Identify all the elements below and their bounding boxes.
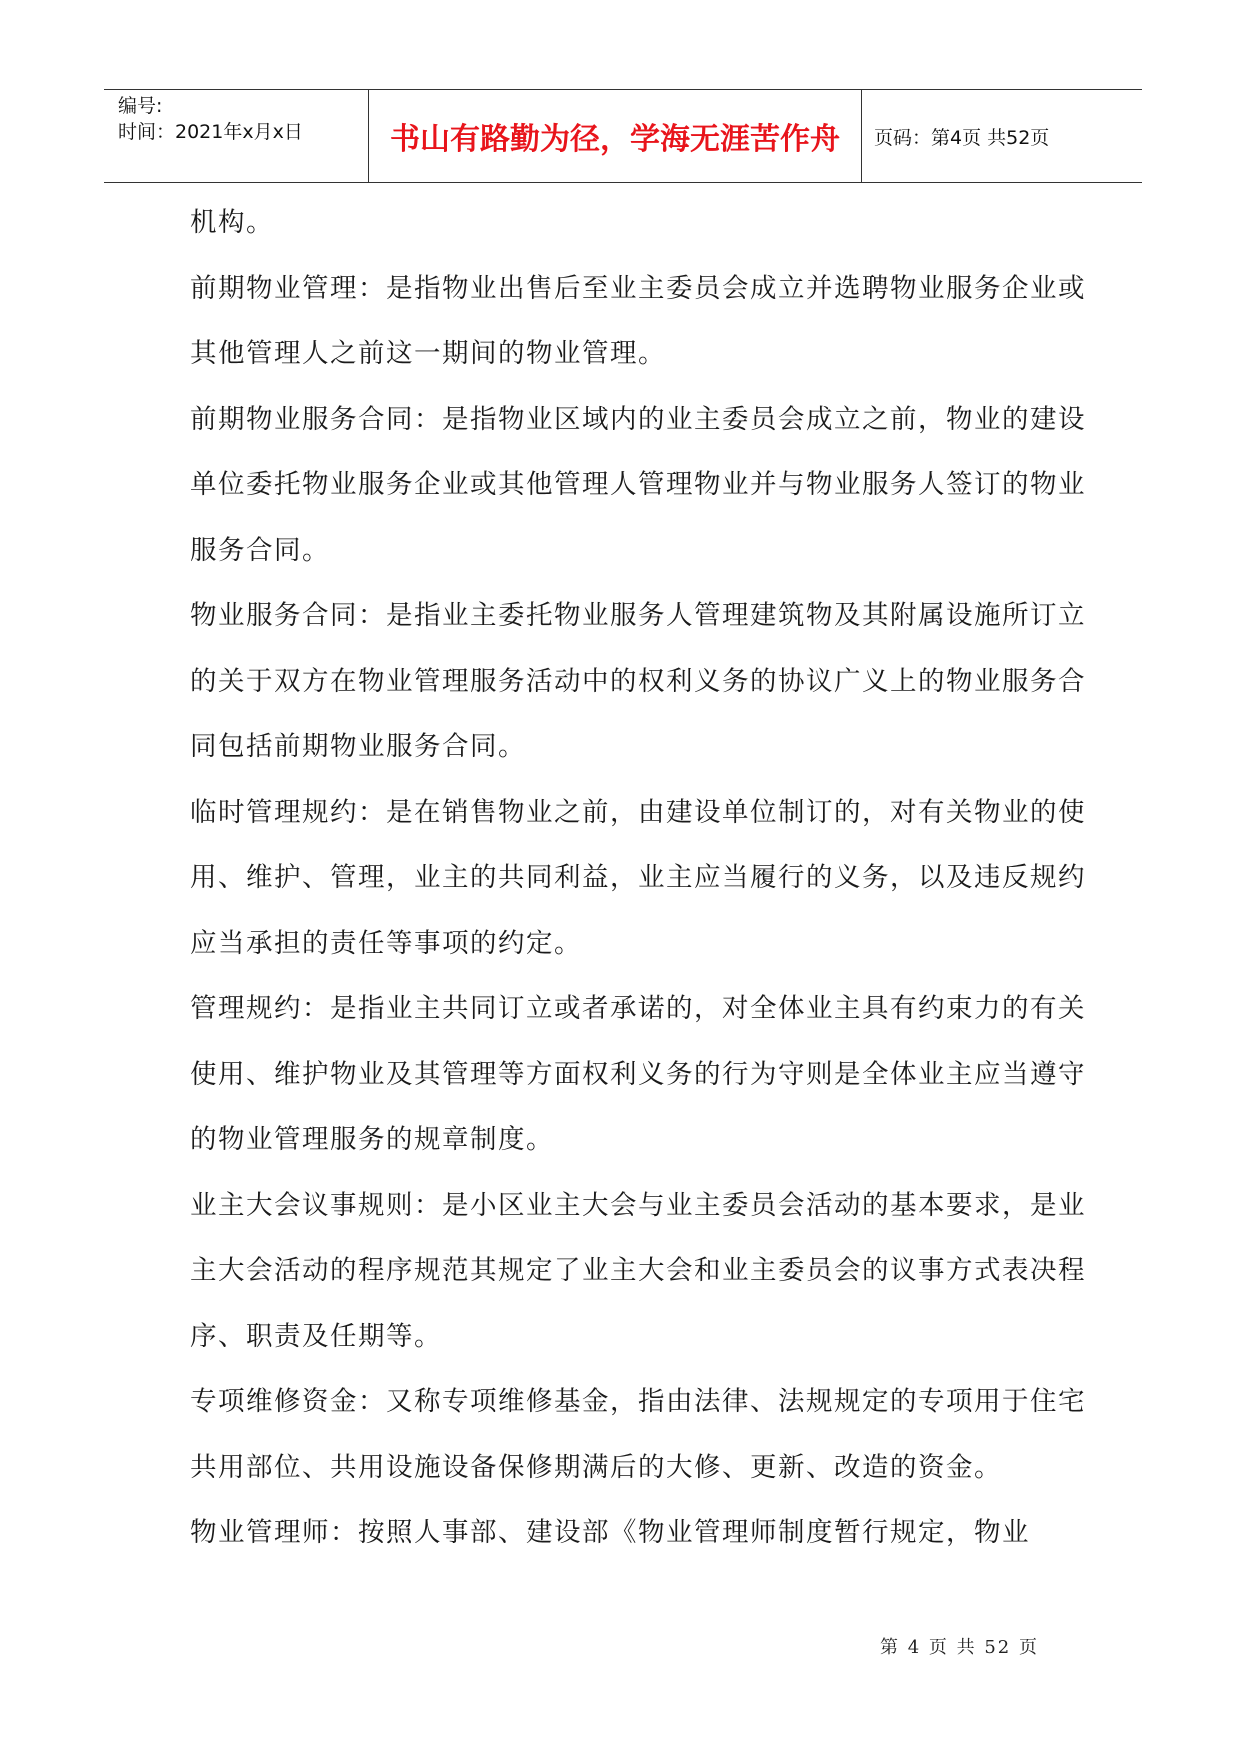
paragraph: 机构。 [190,207,274,238]
paragraph: 专项维修资金：又称专项维修基金，指由法律、法规规定的专项用于住宅共用部位、共用设施设备保修期满后的大修、更新、改造的资金。 [190,1386,1086,1483]
header-divider [861,90,862,182]
page-header [104,89,1142,183]
header-meta [118,90,368,182]
header-page-number: 页码：第4页 共52页 [874,126,1050,149]
page-footer: 第 4 页 共 52 页 [880,1637,1039,1658]
paragraph: 业主大会议事规则：是小区业主大会与业主委员会活动的基本要求，是业主大会活动的程序规范其规定了业主大会和业主委员会的议事方式表决程序、职责及任期等。 [190,1189,1086,1352]
document-number-label: 编号: [118,95,163,117]
paragraph: 临时管理规约：是在销售物业之前，由建设单位制订的，对有关物业的使用、维护、管理，业主的共同利益，业主应当履行的义务，以及违反规约应当承担的责任等事项的约定。 [190,796,1086,959]
paragraph: 前期物业服务合同：是指物业区域内的业主委员会成立之前，物业的建设单位委托物业服务企业或其他管理人管理物业并与物业服务人签订的物业服务合同。 [190,403,1086,566]
header-motto: 书山有路勤为径，学海无涯苦作舟 [390,122,840,157]
document-time-label: 时间：2021年x月x日 [118,121,303,143]
paragraph: 物业服务合同：是指业主委托物业服务人管理建筑物及其附属设施所订立的关于双方在物业管理服务活动中的权利义务的协议广义上的物业服务合同包括前期物业服务合同。 [190,600,1086,762]
paragraph: 物业管理师：按照人事部、建设部《物业管理师制度暂行规定，物业 [190,1517,1030,1548]
paragraph: 前期物业管理：是指物业出售后至业主委员会成立并选聘物业服务企业或其他管理人之前这一期间的物业管理。 [190,272,1086,369]
paragraph: 管理规约：是指业主共同订立或者承诺的，对全体业主具有约束力的有关使用、维护物业及其管理等方面权利义务的行为守则是全体业主应当遵守的物业管理服务的规章制度。 [190,993,1086,1155]
document-body [190,190,1090,1566]
